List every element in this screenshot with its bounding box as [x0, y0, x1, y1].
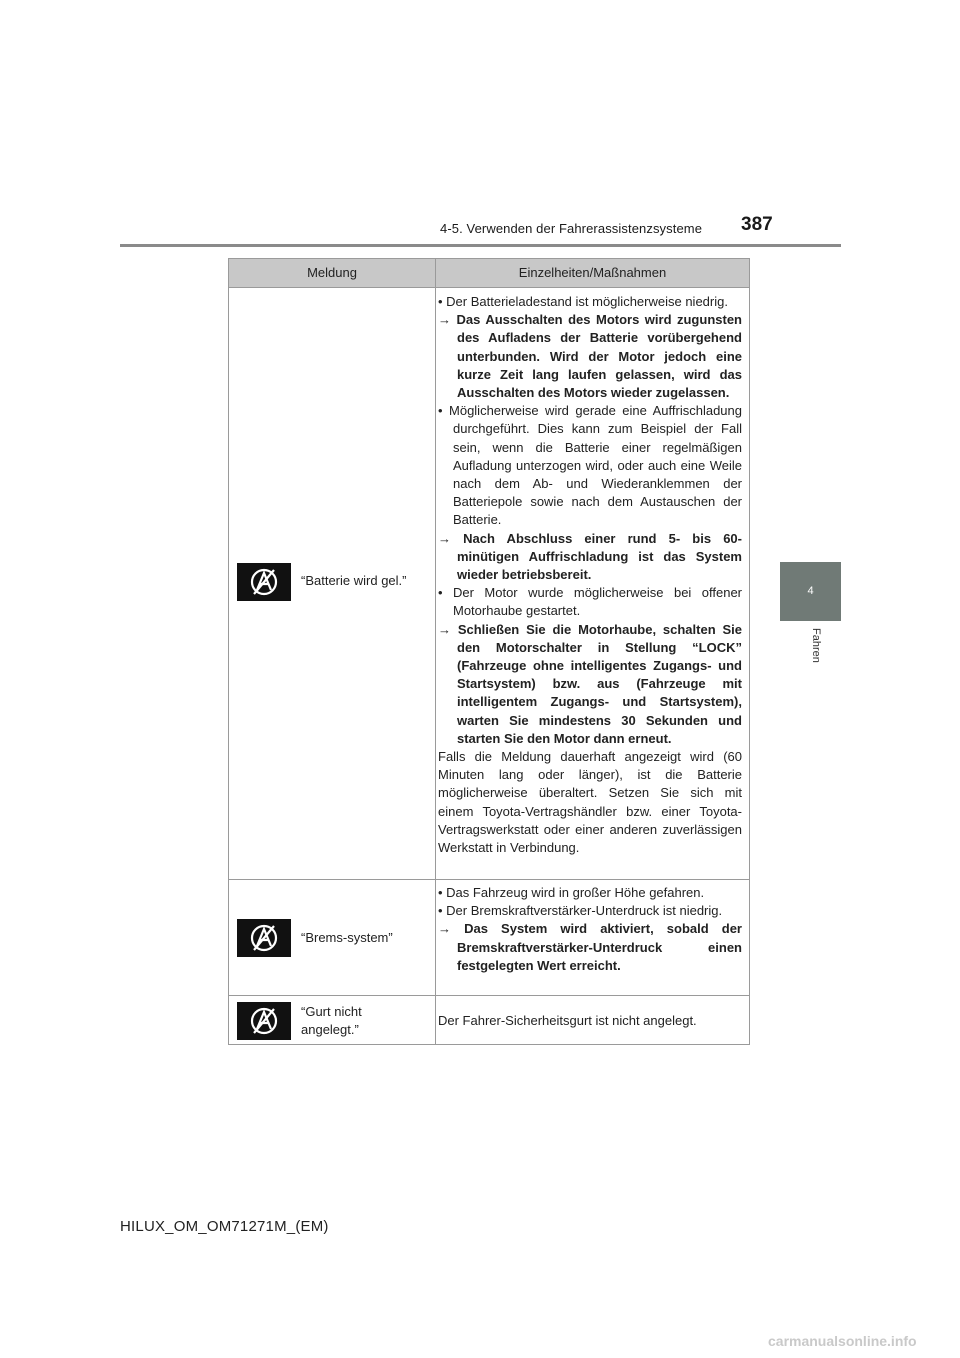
- row-divider: [229, 879, 749, 880]
- model-code: HILUX_OM_OM71271M_(EM): [120, 1218, 329, 1235]
- details-line: • Der Batterieladestand ist möglicherweise niedrig.: [438, 294, 728, 309]
- message-line: “Gurt nicht: [301, 1004, 362, 1019]
- details-line: • Möglicherweise wird gerade eine Auffrischladung durchgeführt. Dies kann zum Beispiel der Fall sein, wenn die Batterie einer regelmäßigen Aufladung unterzogen wird, oder auch eine Weile nach dem Ab- und Wiederanklemmen der Batteriepole sowie nach dem Austauschen der Batterie.: [438, 403, 742, 528]
- details-cell: [438, 1012, 742, 1030]
- column-header-message: Meldung: [229, 259, 436, 287]
- message-text: [301, 1003, 362, 1039]
- chapter-tab: 4: [780, 562, 841, 621]
- details-cell: [438, 884, 742, 975]
- column-divider: [435, 259, 436, 1044]
- details-line: • Der Bremskraftverstärker-Unterdruck ist niedrig.: [438, 903, 723, 919]
- watermark: carmanualsonline.info: [768, 1333, 917, 1349]
- message-line: angelegt.”: [301, 1022, 359, 1037]
- row-divider: [229, 995, 749, 996]
- details-cell: [438, 293, 742, 857]
- warning-a-icon: [237, 1002, 291, 1040]
- details-line: • Der Motor wurde möglicherweise bei offener Motorhaube gestartet.: [438, 585, 742, 619]
- action-line: → Das Ausschalten des Motors wird zugunsten des Aufladens der Batterie vorübergehend unterbunden. Wird der Motor jedoch eine kurze Zeit lang laufen gelassen, wird das Ausschalten des Motors wieder zugelassen.: [438, 312, 742, 401]
- details-line: Falls die Meldung dauerhaft angezeigt wird (60 Minuten lang oder länger), ist die Batterie möglicherweise überaltert. Setzen Sie sich mit einem Toyota-Vertragshändler bzw. einer Toyota-Vertragswerkstatt oder einer anderen zuverlässigen Werkstatt in Verbindung.: [438, 749, 742, 856]
- page-number: 387: [741, 214, 773, 235]
- warning-a-icon: [237, 919, 291, 957]
- action-line: → Nach Abschluss einer rund 5- bis 60-minütigen Auffrischladung ist das System wieder betriebsbereit.: [438, 530, 742, 583]
- message-text: “Brems-system”: [301, 930, 393, 945]
- message-text: “Batterie wird gel.”: [301, 573, 407, 588]
- action-line: → Das System wird aktiviert, sobald der Bremskraftverstärker-Unterdruck einen festgelegten Wert erreicht.: [438, 921, 742, 973]
- details-line: Der Fahrer-Sicherheitsgurt ist nicht angelegt.: [438, 1013, 697, 1028]
- message-table: [228, 258, 750, 1045]
- row-divider: [229, 287, 749, 288]
- details-line: • Das Fahrzeug wird in großer Höhe gefahren.: [438, 885, 705, 900]
- action-line: → Schließen Sie die Motorhaube, schalten Sie den Motorschalter in Stellung “LOCK” (Fahrzeuge ohne intelligentes Zugangs- und Startsystem) bzw. aus (Fahrzeuge mit intelligentem Zugangs- und Startsystem), warten Sie mindestens 30 Sekunden und starten Sie den Motor dann erneut.: [438, 621, 742, 746]
- column-header-details: Einzelheiten/Maßnahmen: [436, 259, 749, 287]
- warning-a-icon: [237, 563, 291, 601]
- section-title: 4-5. Verwenden der Fahrerassistenzsysteme: [440, 221, 703, 236]
- chapter-tab-label: Fahren: [810, 628, 822, 663]
- header-divider: [120, 244, 841, 247]
